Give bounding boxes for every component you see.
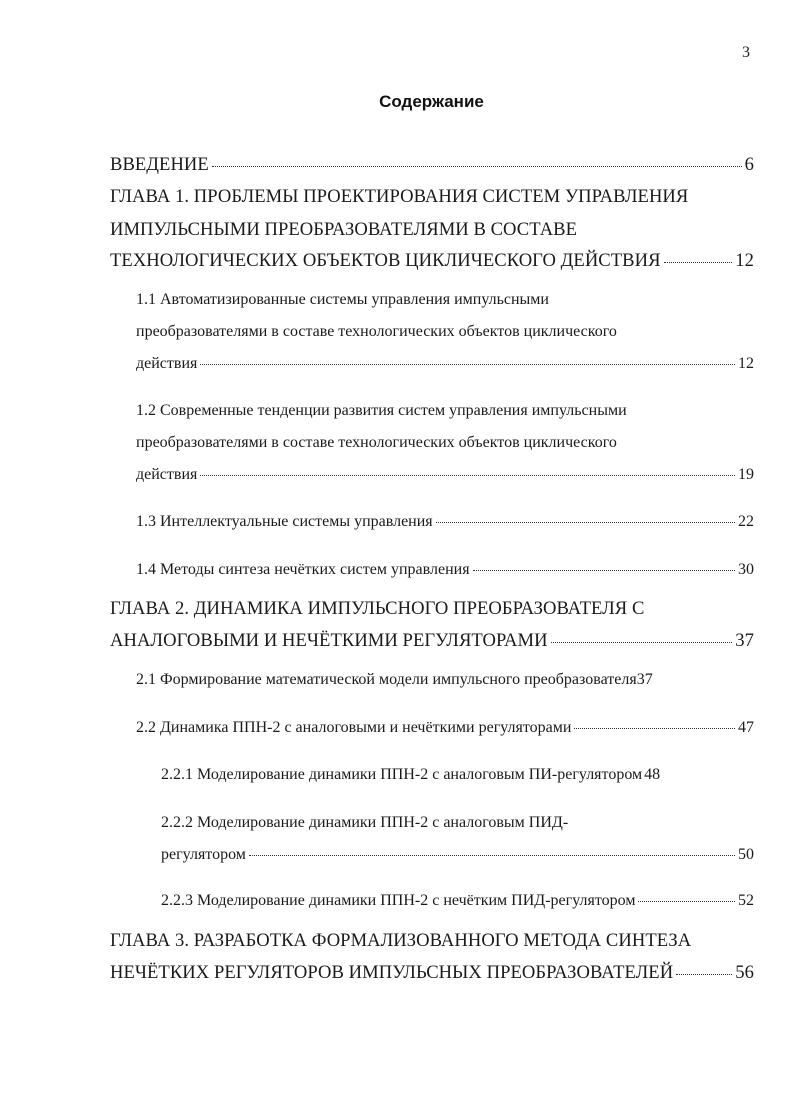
dot-leader [473, 570, 735, 571]
dot-leader [638, 901, 735, 902]
toc-page-number: 48 [644, 766, 661, 783]
toc-entry-title: действия [136, 466, 198, 483]
toc-entry-title: регулятором [161, 846, 246, 863]
toc-entry-chapter-3[interactable] [110, 962, 754, 984]
toc-entry-2-2-3[interactable] [161, 892, 754, 910]
toc-entry-1-1-line-1[interactable]: 1.1 Автоматизированные системы управления импульсными [136, 291, 549, 308]
toc-entry-title: ВВЕДЕНИЕ [110, 154, 209, 175]
toc-page-number: 22 [738, 513, 754, 530]
toc-entry-2-2[interactable] [136, 719, 754, 737]
toc-page-number: 6 [744, 154, 754, 175]
toc-entry-title: НЕЧЁТКИХ РЕГУЛЯТОРОВ ИМПУЛЬСНЫХ ПРЕОБРАЗОВАТЕЛЕЙ [110, 962, 674, 983]
toc-entry-1-2[interactable] [136, 466, 754, 484]
toc-entry-2-2-1[interactable] [161, 766, 754, 784]
toc-entry-1-4[interactable] [136, 561, 754, 579]
toc-entry-chapter-1-line-1[interactable]: ГЛАВА 1. ПРОБЛЕМЫ ПРОЕКТИРОВАНИЯ СИСТЕМ УПРАВЛЕНИЯ [110, 186, 689, 207]
toc-entry-title: 2.2.3 Моделирование динамики ППН-2 с нечётким ПИД-регулятором [161, 892, 636, 909]
toc-entry-title: 2.1 Формирование математической модели импульсного преобразователя [136, 671, 637, 688]
toc-entry-chapter-1-line-2[interactable]: ИМПУЛЬСНЫМИ ПРЕОБРАЗОВАТЕЛЯМИ В СОСТАВЕ [110, 219, 578, 240]
toc-page-number: 30 [738, 561, 754, 578]
dot-leader [200, 475, 735, 476]
dot-leader [212, 166, 742, 167]
page-title: Содержание [379, 92, 484, 111]
toc-entry-1-1[interactable] [136, 355, 754, 373]
toc-entry-1-1-line-2[interactable]: преобразователями в составе технологических объектов циклического [136, 323, 617, 340]
toc-page-number: 47 [738, 719, 754, 736]
toc-page-number: 19 [738, 466, 754, 483]
toc-entry-title: 1.3 Интеллектуальные системы управления [136, 513, 433, 530]
dot-leader [436, 522, 735, 523]
toc-entry-chapter-2-line-1[interactable]: ГЛАВА 2. ДИНАМИКА ИМПУЛЬСНОГО ПРЕОБРАЗОВАТЕЛЯ С [110, 598, 645, 619]
toc-page-number: 37 [735, 630, 754, 651]
toc-entry-chapter-2[interactable] [110, 630, 754, 652]
toc-entry-title: ТЕХНОЛОГИЧЕСКИХ ОБЪЕКТОВ ЦИКЛИЧЕСКОГО ДЕЙСТВИЯ [110, 250, 661, 271]
toc-page-number: 52 [738, 892, 754, 909]
dot-leader [249, 855, 735, 856]
dot-leader [200, 364, 735, 365]
toc-entry-title: 2.2 Динамика ППН-2 с аналоговыми и нечёткими регуляторами [136, 719, 572, 736]
toc-entry-1-3[interactable] [136, 513, 754, 531]
toc-entry-title: 2.2.1 Моделирование динамики ППН-2 с аналоговым ПИ-регулятором [161, 766, 643, 783]
toc-entry-1-2-line-1[interactable]: 1.2 Современные тенденции развития систем управления импульсными [136, 402, 627, 419]
toc-entry-2-2-2[interactable] [161, 846, 754, 864]
toc-page-number: 56 [735, 962, 754, 983]
toc-entry-introduction[interactable] [110, 154, 754, 176]
toc-page-number: 12 [738, 355, 754, 372]
toc-entry-2-2-2-line-1[interactable]: 2.2.2 Моделирование динамики ППН-2 с аналоговым ПИД- [161, 814, 569, 831]
toc-entry-title: 1.4 Методы синтеза нечётких систем управления [136, 561, 470, 578]
dot-leader [664, 262, 733, 263]
toc-entry-1-2-line-2[interactable]: преобразователями в составе технологических объектов циклического [136, 434, 617, 451]
toc-entry-title: АНАЛОГОВЫМИ И НЕЧЁТКИМИ РЕГУЛЯТОРАМИ [110, 630, 548, 651]
toc-entry-title: действия [136, 355, 198, 372]
page-number: 3 [742, 44, 750, 61]
toc-entry-chapter-3-line-1[interactable]: ГЛАВА 3. РАЗРАБОТКА ФОРМАЛИЗОВАННОГО МЕТОДА СИНТЕЗА [110, 930, 692, 951]
toc-page-number: 37 [636, 671, 653, 688]
dot-leader [551, 642, 733, 643]
toc-page-number: 12 [735, 250, 754, 271]
dot-leader [676, 974, 732, 975]
toc-page-number: 50 [738, 846, 754, 863]
toc-entry-chapter-1[interactable] [110, 250, 754, 272]
toc-entry-2-1[interactable] [136, 671, 754, 689]
dot-leader [574, 728, 735, 729]
